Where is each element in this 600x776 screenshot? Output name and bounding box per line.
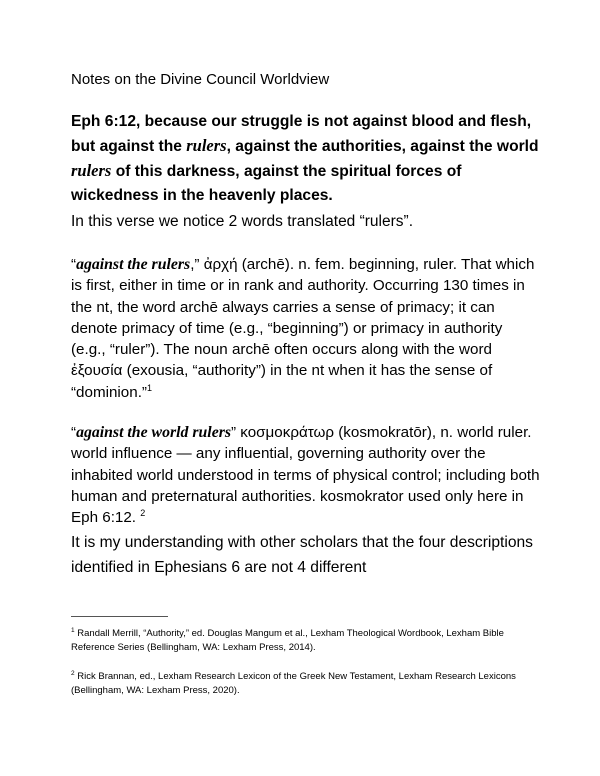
footnote-2-text: Rick Brannan, ed., Lexham Research Lexicon of the Greek New Testament, Lexham Research Lexicons (Bellingham, WA: Lexham Press, 2020).: [71, 671, 516, 696]
verse-rulers-word-1: rulers: [186, 136, 227, 155]
footnote-ref-2[interactable]: 2: [140, 508, 146, 519]
entry2-phrase: against the world rulers: [76, 424, 232, 441]
entry1-close-quote: ,”: [190, 256, 200, 273]
verse-text-part1: Eph 6:12, because our struggle is not against blood and flesh, but against the: [71, 113, 532, 155]
footnote-1-text: Randall Merrill, “Authority,” ed. Douglas Mangum et al., Lexham Theological Wordbook, Lexham Bible Reference Series (Bellingham, WA: Lexham Press, 2014).: [71, 628, 504, 653]
closing-paragraph: It is my understanding with other scholars that the four descriptions identified in Ephesians 6 are not 4 different: [71, 534, 533, 576]
verse-text-part3: of this darkness, against the spiritual forces of wickedness in the heavenly places.: [71, 163, 462, 204]
entry2-close-quote: ”: [231, 424, 237, 441]
verse-text-part2: , against the authorities, against the world: [226, 138, 539, 155]
entry1-open-quote: “: [71, 256, 77, 273]
entry2-open-quote: “: [71, 424, 77, 441]
entry1-phrase: against the rulers: [76, 256, 191, 273]
entry-kosmokrator: [71, 422, 541, 528]
verse-rulers-word-2: rulers: [71, 161, 112, 180]
page-title: Notes on the Divine Council Worldview: [71, 71, 330, 88]
footnote-2-mark: 2: [71, 669, 75, 677]
footnote-1-mark: 1: [71, 626, 75, 634]
entry1-body: ἀρχή (archē). n. fem. beginning, ruler. That which is first, either in time or in rank and authority. Occurring 130 times in the nt, the word archē always carries a sense of primacy; it can denote primacy of time (e.g., “beginning”) or primacy in authority (e.g., “ruler”). The noun archē often occurs along with the word ἐξουσία (exousia, “authority”) in the nt when it has the sense of “dominion.”: [71, 256, 535, 401]
footnote-divider: [71, 616, 168, 617]
verse-quote: [71, 110, 541, 208]
footnote-2: [71, 670, 541, 697]
footnote-ref-1[interactable]: 1: [146, 382, 152, 393]
intro-paragraph: In this verse we notice 2 words translated “rulers”.: [71, 213, 413, 230]
entry2-body: κοσμοκράτωρ (kosmokratōr), n. world ruler. world influence — any influential, governing authority over the inhabited world understood in terms of physical control; including both human and preternatural authorities. kosmokrator used only here in Eph 6:12.: [71, 424, 540, 527]
entry-archē: [71, 254, 541, 403]
footnote-1: [71, 627, 541, 654]
